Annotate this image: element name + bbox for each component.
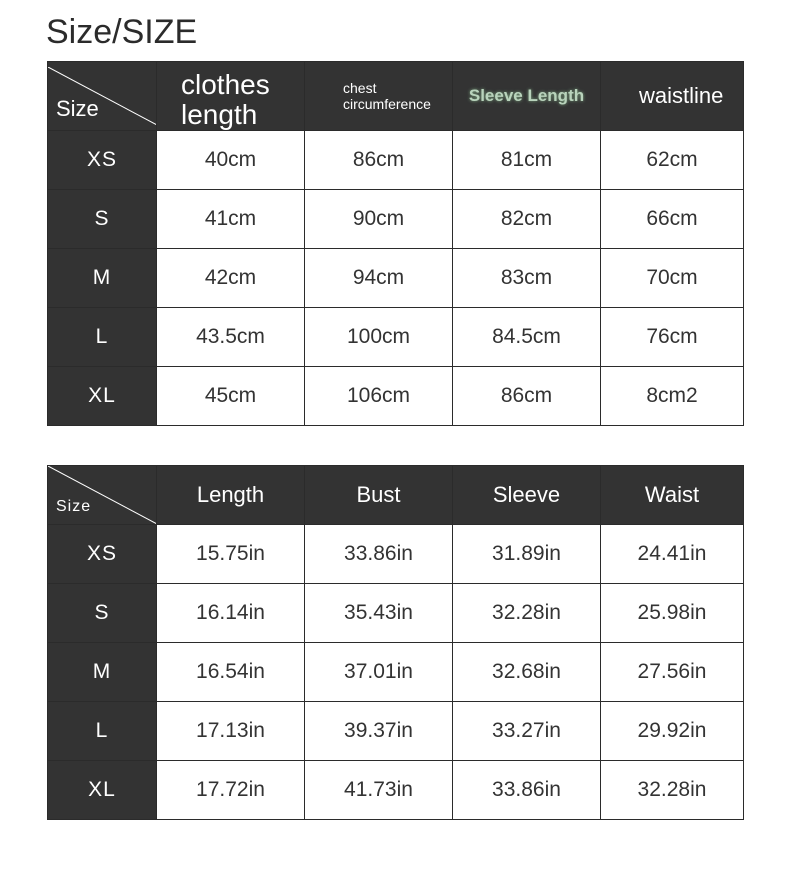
measurement-cell: 41cm [157,190,305,249]
corner-header [48,466,157,525]
measurement-cell: 83cm [453,249,601,308]
measurement-cell: 32.28in [601,761,744,820]
header-clothes-length: clothes length [157,62,305,131]
measurement-cell: 42cm [157,249,305,308]
measurement-cell: 25.98in [601,584,744,643]
table-header-row [48,466,744,525]
measurement-cell: 29.92in [601,702,744,761]
measurement-cell: 33.86in [453,761,601,820]
measurement-cell: 32.28in [453,584,601,643]
measurement-cell: 24.41in [601,525,744,584]
header-sleeve-length: Sleeve Length [453,62,601,131]
size-label: M [48,643,157,702]
measurement-cell: 40cm [157,131,305,190]
size-label: S [48,190,157,249]
measurement-cell: 43.5cm [157,308,305,367]
page-title: Size/SIZE [46,13,198,51]
measurement-cell: 17.13in [157,702,305,761]
measurement-cell: 41.73in [305,761,453,820]
header-sleeve: Sleeve [453,466,601,525]
table-row [48,702,744,761]
table-row [48,525,744,584]
measurement-cell: 17.72in [157,761,305,820]
size-label: L [48,702,157,761]
header-waistline: waistline [601,62,744,131]
size-label: XS [48,131,157,190]
size-corner-label: Size [56,498,92,515]
measurement-cell: 35.43in [305,584,453,643]
measurement-cell: 81cm [453,131,601,190]
size-corner-label: Size [56,96,99,121]
measurement-cell: 94cm [305,249,453,308]
measurement-cell: 62cm [601,131,744,190]
size-label: S [48,584,157,643]
measurement-cell: 8cm2 [601,367,744,426]
table-row [48,761,744,820]
measurement-cell: 82cm [453,190,601,249]
measurement-cell: 31.89in [453,525,601,584]
size-table-inch [47,465,744,820]
header-length: Length [157,466,305,525]
header-waist: Waist [601,466,744,525]
table-row [48,643,744,702]
measurement-cell: 90cm [305,190,453,249]
size-label: M [48,249,157,308]
measurement-cell: 70cm [601,249,744,308]
measurement-cell: 27.56in [601,643,744,702]
table-row [48,249,744,308]
table-row [48,584,744,643]
measurement-cell: 66cm [601,190,744,249]
measurement-cell: 86cm [305,131,453,190]
measurement-cell: 33.27in [453,702,601,761]
measurement-cell: 39.37in [305,702,453,761]
size-label: XL [48,761,157,820]
measurement-cell: 15.75in [157,525,305,584]
table-row [48,131,744,190]
corner-header [48,62,157,131]
measurement-cell: 16.54in [157,643,305,702]
table-row [48,190,744,249]
measurement-cell: 86cm [453,367,601,426]
measurement-cell: 37.01in [305,643,453,702]
measurement-cell: 16.14in [157,584,305,643]
measurement-cell: 32.68in [453,643,601,702]
measurement-cell: 76cm [601,308,744,367]
size-label: XL [48,367,157,426]
measurement-cell: 100cm [305,308,453,367]
header-bust: Bust [305,466,453,525]
table-row [48,308,744,367]
size-table-cm [47,61,744,426]
size-label: L [48,308,157,367]
measurement-cell: 45cm [157,367,305,426]
measurement-cell: 84.5cm [453,308,601,367]
table-header-row [48,62,744,131]
measurement-cell: 106cm [305,367,453,426]
header-chest-circumference: chest circumference [305,62,453,131]
measurement-cell: 33.86in [305,525,453,584]
table-row [48,367,744,426]
size-label: XS [48,525,157,584]
